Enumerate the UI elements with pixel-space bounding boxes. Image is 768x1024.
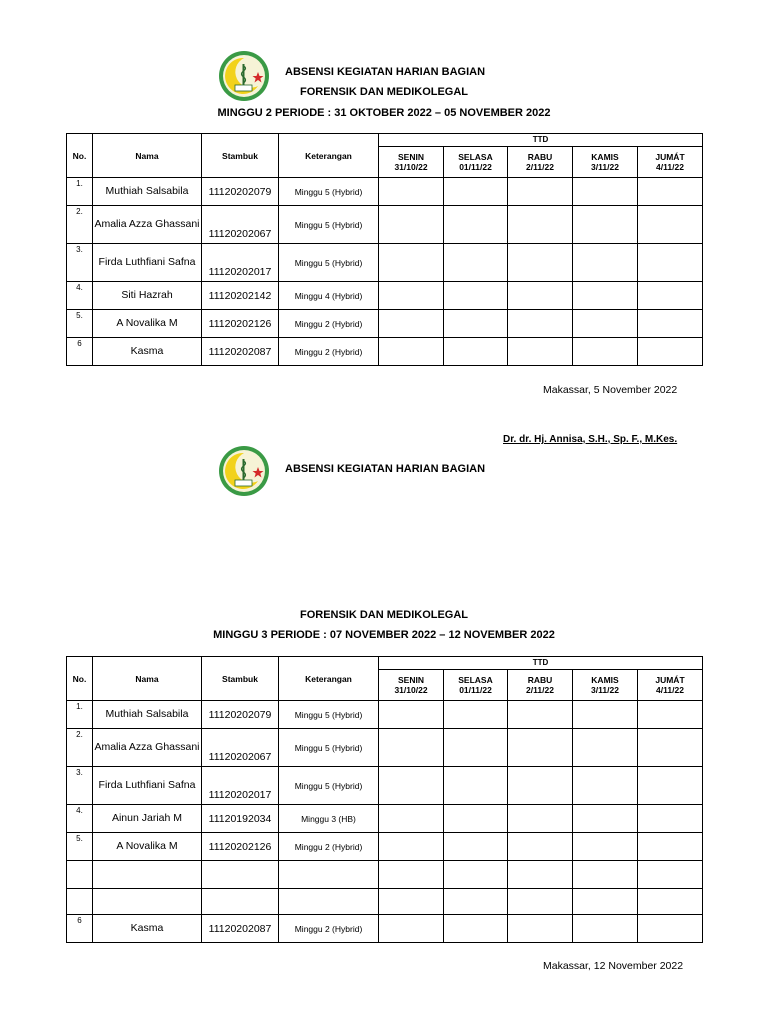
row-nama: Kasma (93, 338, 202, 366)
row-no: 2. (67, 729, 93, 767)
row-stambuk: 11120202017 (202, 767, 279, 805)
row-nama: Firda Luthfiani Safna (93, 244, 202, 282)
signature-cell[interactable] (638, 833, 703, 861)
signature-cell[interactable] (638, 701, 703, 729)
attendance-table-week3 (66, 656, 703, 943)
header-stambuk: Stambuk (202, 134, 279, 178)
header-day-rabu: RABU 2/11/22 (508, 147, 573, 178)
row-nama: A Novalika M (93, 833, 202, 861)
row-nama: Muthiah Salsabila (93, 701, 202, 729)
signature-cell[interactable] (508, 805, 573, 833)
signature-cell[interactable] (573, 729, 638, 767)
table-row (67, 805, 703, 833)
signature-cell[interactable] (638, 310, 703, 338)
signature-cell[interactable] (444, 833, 508, 861)
row-nama: A Novalika M (93, 310, 202, 338)
signature-cell[interactable] (508, 889, 573, 915)
table-row (67, 178, 703, 206)
signature-cell[interactable] (379, 805, 444, 833)
header-keterangan: Keterangan (279, 657, 379, 701)
signature-cell[interactable] (444, 206, 508, 244)
header-day-selasa: SELASA 01/11/22 (444, 147, 508, 178)
signature-cell[interactable] (444, 805, 508, 833)
signature-cell[interactable] (638, 178, 703, 206)
signature-cell[interactable] (379, 178, 444, 206)
row-no: 1. (67, 178, 93, 206)
row-no: 2. (67, 206, 93, 244)
table-row (67, 282, 703, 310)
table-row (67, 889, 703, 915)
signature-cell[interactable] (638, 767, 703, 805)
row-no (67, 861, 93, 889)
row-stambuk: 11120202079 (202, 701, 279, 729)
row-keterangan: Minggu 2 (Hybrid) (279, 310, 379, 338)
row-no: 5. (67, 833, 93, 861)
signature-cell[interactable] (638, 244, 703, 282)
row-stambuk: 11120202079 (202, 178, 279, 206)
signature-cell[interactable] (573, 767, 638, 805)
signature-cell[interactable] (508, 861, 573, 889)
signature-cell[interactable] (379, 915, 444, 943)
section2-title-period: MINGGU 3 PERIODE : 07 NOVEMBER 2022 – 12 NOVEMBER 2022 (213, 629, 555, 641)
signature-cell[interactable] (444, 338, 508, 366)
signature-cell[interactable] (638, 729, 703, 767)
row-nama: Amalia Azza Ghassani (93, 206, 202, 244)
table-row (67, 206, 703, 244)
signature-cell[interactable] (573, 833, 638, 861)
row-stambuk: 11120202142 (202, 282, 279, 310)
signature-cell[interactable] (638, 282, 703, 310)
row-keterangan: Minggu 2 (Hybrid) (279, 338, 379, 366)
signature-cell[interactable] (573, 178, 638, 206)
section1-title-department: FORENSIK DAN MEDIKOLEGAL (299, 86, 469, 98)
signature-cell[interactable] (379, 338, 444, 366)
signature-cell[interactable] (638, 889, 703, 915)
row-no: 4. (67, 282, 93, 310)
signature-cell[interactable] (444, 861, 508, 889)
signature-cell[interactable] (573, 889, 638, 915)
table-row (67, 767, 703, 805)
signature-cell[interactable] (508, 338, 573, 366)
section2-title-department: FORENSIK DAN MEDIKOLEGAL (299, 609, 469, 621)
header-day-rabu: RABU 2/11/22 (508, 670, 573, 701)
signature-cell[interactable] (638, 915, 703, 943)
signature-cell[interactable] (638, 805, 703, 833)
signature-cell[interactable] (573, 915, 638, 943)
row-no: 4. (67, 805, 93, 833)
signature-cell[interactable] (573, 805, 638, 833)
section1-title-main: ABSENSI KEGIATAN HARIAN BAGIAN (285, 66, 486, 78)
row-keterangan: Minggu 2 (Hybrid) (279, 915, 379, 943)
signatory-name: Dr. dr. Hj. Annisa, S.H., Sp. F., M.Kes. (503, 434, 678, 445)
header-keterangan: Keterangan (279, 134, 379, 178)
row-stambuk: 11120202017 (202, 244, 279, 282)
row-keterangan: Minggu 2 (Hybrid) (279, 833, 379, 861)
header-stambuk: Stambuk (202, 657, 279, 701)
signature-cell[interactable] (379, 767, 444, 805)
row-keterangan (279, 889, 379, 915)
signature-cell[interactable] (573, 861, 638, 889)
signature-cell[interactable] (379, 244, 444, 282)
signature-cell[interactable] (379, 833, 444, 861)
section1-title-period: MINGGU 2 PERIODE : 31 OKTOBER 2022 – 05 NOVEMBER 2022 (217, 107, 551, 119)
signature-cell[interactable] (444, 310, 508, 338)
header-ttd: TTD (379, 657, 703, 670)
row-stambuk: 11120202067 (202, 206, 279, 244)
signature-cell[interactable] (379, 861, 444, 889)
signature-cell[interactable] (508, 915, 573, 943)
row-no (67, 889, 93, 915)
signature-cell[interactable] (508, 833, 573, 861)
table-row (67, 861, 703, 889)
signature-cell[interactable] (444, 889, 508, 915)
signature-cell[interactable] (379, 729, 444, 767)
row-keterangan: Minggu 4 (Hybrid) (279, 282, 379, 310)
signature-cell[interactable] (638, 861, 703, 889)
section2-title-main: ABSENSI KEGIATAN HARIAN BAGIAN (285, 463, 486, 475)
table-row (67, 729, 703, 767)
row-no: 1. (67, 701, 93, 729)
header-day-senin: SENIN 31/10/22 (379, 147, 444, 178)
signature-cell[interactable] (638, 206, 703, 244)
attendance-table-week2 (66, 133, 703, 366)
section1-place-date: Makassar, 5 November 2022 (543, 384, 678, 396)
signature-cell[interactable] (444, 282, 508, 310)
row-nama: Ainun Jariah M (93, 805, 202, 833)
signature-cell[interactable] (379, 206, 444, 244)
row-nama: Siti Hazrah (93, 282, 202, 310)
row-stambuk: 11120202087 (202, 338, 279, 366)
signature-cell[interactable] (444, 701, 508, 729)
header-no: No. (67, 657, 93, 701)
signature-cell[interactable] (508, 282, 573, 310)
signature-cell[interactable] (444, 767, 508, 805)
row-nama (93, 861, 202, 889)
row-nama: Amalia Azza Ghassani (93, 729, 202, 767)
row-keterangan: Minggu 5 (Hybrid) (279, 767, 379, 805)
row-stambuk: 11120192034 (202, 805, 279, 833)
signature-cell[interactable] (573, 282, 638, 310)
table-row (67, 915, 703, 943)
row-nama: Kasma (93, 915, 202, 943)
signature-cell[interactable] (379, 701, 444, 729)
signature-cell[interactable] (379, 282, 444, 310)
hospital-logo-icon (218, 445, 270, 497)
row-keterangan: Minggu 5 (Hybrid) (279, 206, 379, 244)
row-keterangan: Minggu 3 (HB) (279, 805, 379, 833)
row-keterangan (279, 861, 379, 889)
signature-cell[interactable] (573, 206, 638, 244)
table-row (67, 338, 703, 366)
row-nama: Muthiah Salsabila (93, 178, 202, 206)
signature-cell[interactable] (573, 244, 638, 282)
signature-cell[interactable] (508, 244, 573, 282)
signature-cell[interactable] (444, 729, 508, 767)
signature-cell[interactable] (508, 178, 573, 206)
header-day-jumat: JUMÁT 4/11/22 (638, 670, 703, 701)
signature-cell[interactable] (508, 206, 573, 244)
header-day-kamis: KAMIS 3/11/22 (573, 147, 638, 178)
signature-cell[interactable] (444, 244, 508, 282)
table-row (67, 244, 703, 282)
row-stambuk (202, 889, 279, 915)
signature-cell[interactable] (508, 767, 573, 805)
row-nama (93, 889, 202, 915)
row-nama: Firda Luthfiani Safna (93, 767, 202, 805)
row-stambuk: 11120202126 (202, 833, 279, 861)
signature-cell[interactable] (573, 338, 638, 366)
table-row (67, 701, 703, 729)
signature-cell[interactable] (573, 310, 638, 338)
signature-cell[interactable] (444, 178, 508, 206)
signature-cell[interactable] (573, 701, 638, 729)
signature-cell[interactable] (508, 701, 573, 729)
header-nama: Nama (93, 134, 202, 178)
signature-cell[interactable] (508, 310, 573, 338)
row-no: 5. (67, 310, 93, 338)
header-nama: Nama (93, 657, 202, 701)
row-stambuk: 11120202126 (202, 310, 279, 338)
signature-cell[interactable] (508, 729, 573, 767)
header-ttd: TTD (379, 134, 703, 147)
signature-cell[interactable] (638, 338, 703, 366)
row-keterangan: Minggu 5 (Hybrid) (279, 729, 379, 767)
header-day-jumat: JUMÁT 4/11/22 (638, 147, 703, 178)
table-row (67, 310, 703, 338)
row-stambuk: 11120202067 (202, 729, 279, 767)
signature-cell[interactable] (379, 889, 444, 915)
header-day-kamis: KAMIS 3/11/22 (573, 670, 638, 701)
header-no: No. (67, 134, 93, 178)
row-keterangan: Minggu 5 (Hybrid) (279, 178, 379, 206)
header-day-senin: SENIN 31/10/22 (379, 670, 444, 701)
row-no: 3. (67, 244, 93, 282)
row-no: 3. (67, 767, 93, 805)
signature-cell[interactable] (444, 915, 508, 943)
header-day-selasa: SELASA 01/11/22 (444, 670, 508, 701)
signature-cell[interactable] (379, 310, 444, 338)
section2-place-date: Makassar, 12 November 2022 (543, 960, 684, 972)
row-no: 6 (67, 915, 93, 943)
row-stambuk (202, 861, 279, 889)
row-no: 6 (67, 338, 93, 366)
row-stambuk: 11120202087 (202, 915, 279, 943)
row-keterangan: Minggu 5 (Hybrid) (279, 244, 379, 282)
row-keterangan: Minggu 5 (Hybrid) (279, 701, 379, 729)
table-row (67, 833, 703, 861)
